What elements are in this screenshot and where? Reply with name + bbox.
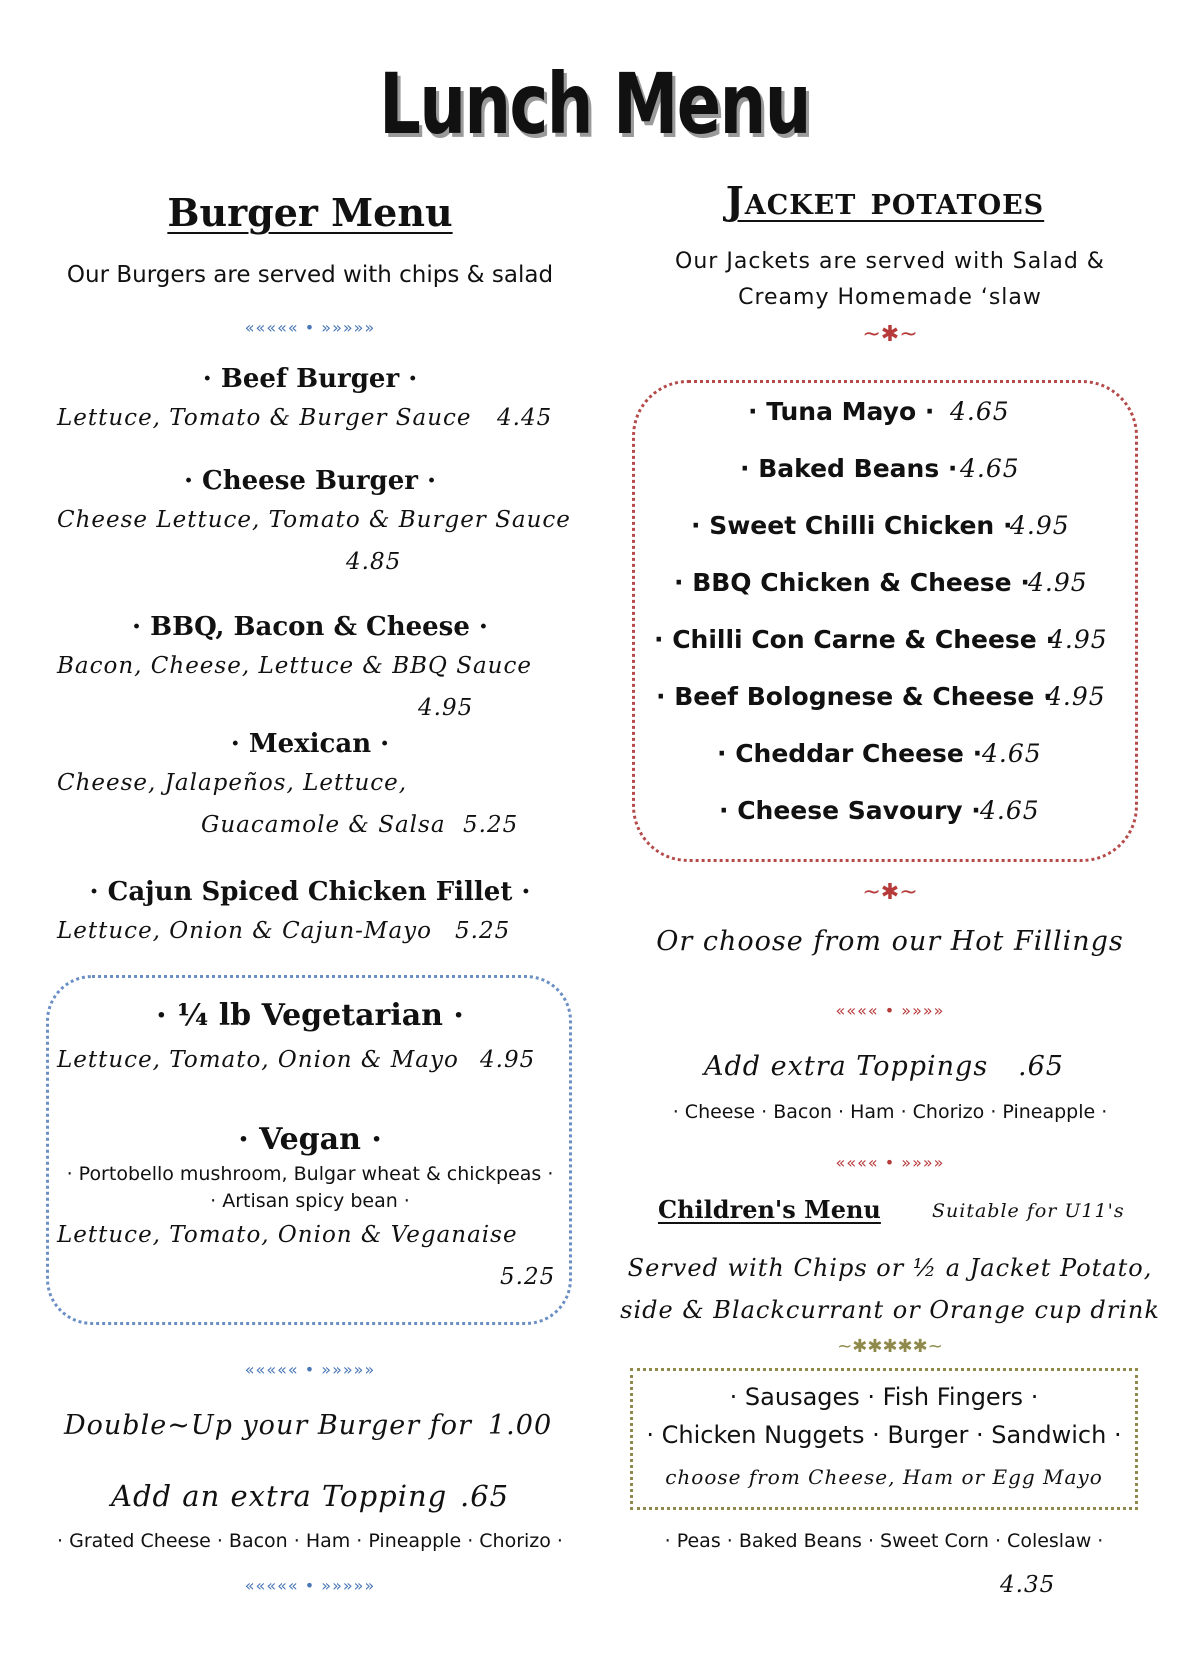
burger-divider-3: ««««« • »»»»» (244, 1576, 376, 1595)
vegan-price: 5.25 (500, 1264, 556, 1290)
jacket-chilli-con-carne: · Chilli Con Carne & Cheese · (654, 625, 1055, 654)
vegan-desc: Lettuce, Tomato, Onion & Veganaise (57, 1222, 518, 1248)
item-cajun-chicken: · Cajun Spiced Chicken Fillet · (89, 877, 531, 907)
double-up-label: Double~Up your Burger for (64, 1410, 472, 1441)
jacket-bbq-chicken-cheese-price: 4.95 (1028, 568, 1088, 597)
beef-burger-price: 4.45 (497, 405, 553, 431)
cheese-burger-price: 4.85 (346, 549, 402, 575)
cheese-burger-desc: Cheese Lettuce, Tomato & Burger Sauce (57, 507, 571, 533)
jacket-baked-beans-price: 4.65 (960, 454, 1020, 483)
item-vegetarian: · ¼ lb Vegetarian · (156, 998, 464, 1033)
double-up-price: 1.00 (488, 1410, 553, 1441)
jacket-tuna-mayo-price: 4.65 (950, 397, 1010, 426)
item-cheese-burger: · Cheese Burger · (183, 466, 437, 496)
item-beef-burger: · Beef Burger · (202, 364, 418, 394)
jacket-cheese-savoury-price: 4.65 (980, 796, 1040, 825)
jacket-fillings-box (632, 380, 1138, 862)
jacket-beef-bolognese-price: 4.95 (1046, 682, 1106, 711)
item-mexican: · Mexican · (230, 729, 390, 759)
mexican-desc-line-1: Cheese, Jalapeños, Lettuce, (57, 770, 408, 796)
burger-toppings-list: · Grated Cheese · Bacon · Ham · Pineapple · Chorizo · (57, 1530, 563, 1552)
jacket-cheese-savoury: · Cheese Savoury · (719, 796, 981, 825)
cajun-chicken-price: 5.25 (455, 918, 511, 944)
vegan-option-1: · Portobello mushroom, Bulgar wheat & chickpeas · (66, 1163, 554, 1185)
childrens-options-line-1: · Sausages · Fish Fingers · (729, 1383, 1039, 1411)
childrens-flourish: ~✱✱✱✱✱~ (837, 1336, 943, 1357)
extra-topping-price: .65 (460, 1479, 510, 1513)
vegetarian-price: 4.95 (480, 1047, 536, 1073)
extra-topping-label: Add an extra Topping (111, 1479, 448, 1513)
jacket-flourish-1: ~✱~ (862, 322, 918, 347)
jacket-intro-line-1: Our Jackets are served with Salad & (675, 249, 1105, 274)
vegetarian-desc: Lettuce, Tomato, Onion & Mayo (57, 1047, 459, 1073)
jacket-beef-bolognese: · Beef Bolognese & Cheese · (656, 682, 1053, 711)
jacket-chilli-con-carne-price: 4.95 (1048, 625, 1108, 654)
cajun-chicken-desc: Lettuce, Onion & Cajun-Mayo (57, 918, 433, 944)
item-bbq-bacon-cheese: · BBQ, Bacon & Cheese · (132, 612, 488, 642)
jacket-toppings-list: · Cheese · Bacon · Ham · Chorizo · Pineapple · (672, 1101, 1108, 1123)
burger-divider-2: ««««« • »»»»» (244, 1360, 376, 1379)
jacket-sweet-chilli-chicken: · Sweet Chilli Chicken · (691, 511, 1013, 540)
jacket-cheddar-cheese-price: 4.65 (982, 739, 1042, 768)
bbq-bacon-cheese-desc: Bacon, Cheese, Lettuce & BBQ Sauce (57, 653, 532, 679)
childrens-menu-suitable: Suitable for U11's (932, 1200, 1125, 1222)
jacket-flourish-2: ~✱~ (862, 880, 918, 905)
item-vegan: · Vegan · (238, 1122, 382, 1157)
jacket-divider-2: «««« • »»»» (835, 1153, 945, 1172)
childrens-sides-list: · Peas · Baked Beans · Sweet Corn · Coleslaw · (664, 1530, 1104, 1552)
add-extra-toppings-label: Add extra Toppings (704, 1051, 989, 1082)
childrens-menu-heading: Children's Menu (658, 1195, 881, 1224)
mexican-desc-line-2: Guacamole & Salsa (201, 812, 446, 838)
beef-burger-desc: Lettuce, Tomato & Burger Sauce (57, 405, 472, 431)
vegan-option-2: · Artisan spicy bean · (210, 1190, 410, 1212)
jacket-bbq-chicken-cheese: · BBQ Chicken & Cheese · (674, 568, 1030, 597)
childrens-menu-price: 4.35 (1000, 1572, 1056, 1598)
childrens-sandwich-fillings: choose from Cheese, Ham or Egg Mayo (665, 1465, 1103, 1489)
childrens-served-line-1: Served with Chips or ½ a Jacket Potato, (627, 1254, 1153, 1282)
jacket-divider-1: «««« • »»»» (835, 1001, 945, 1020)
mexican-price: 5.25 (463, 812, 519, 838)
page-title: Lunch Menu (379, 55, 810, 153)
bbq-bacon-cheese-price: 4.95 (418, 695, 474, 721)
add-extra-toppings-price: .65 (1018, 1051, 1064, 1082)
childrens-served-line-2: side & Blackcurrant or Orange cup drink (620, 1296, 1160, 1324)
jacket-cheddar-cheese: · Cheddar Cheese · (717, 739, 983, 768)
jacket-intro-line-2: Creamy Homemade ‘slaw (738, 285, 1042, 310)
burger-menu-heading: Burger Menu (167, 190, 453, 235)
jacket-potatoes-heading: Jacket potatoes (725, 178, 1045, 223)
burger-divider-1: ««««« • »»»»» (244, 318, 376, 337)
childrens-options-line-2: · Chicken Nuggets · Burger · Sandwich · (646, 1421, 1122, 1449)
jacket-tuna-mayo: · Tuna Mayo · (748, 397, 935, 426)
burger-intro: Our Burgers are served with chips & salad (66, 262, 554, 288)
hot-fillings-heading: Or choose from our Hot Fillings (656, 926, 1124, 957)
jacket-sweet-chilli-chicken-price: 4.95 (1010, 511, 1070, 540)
jacket-baked-beans: · Baked Beans · (740, 454, 958, 483)
